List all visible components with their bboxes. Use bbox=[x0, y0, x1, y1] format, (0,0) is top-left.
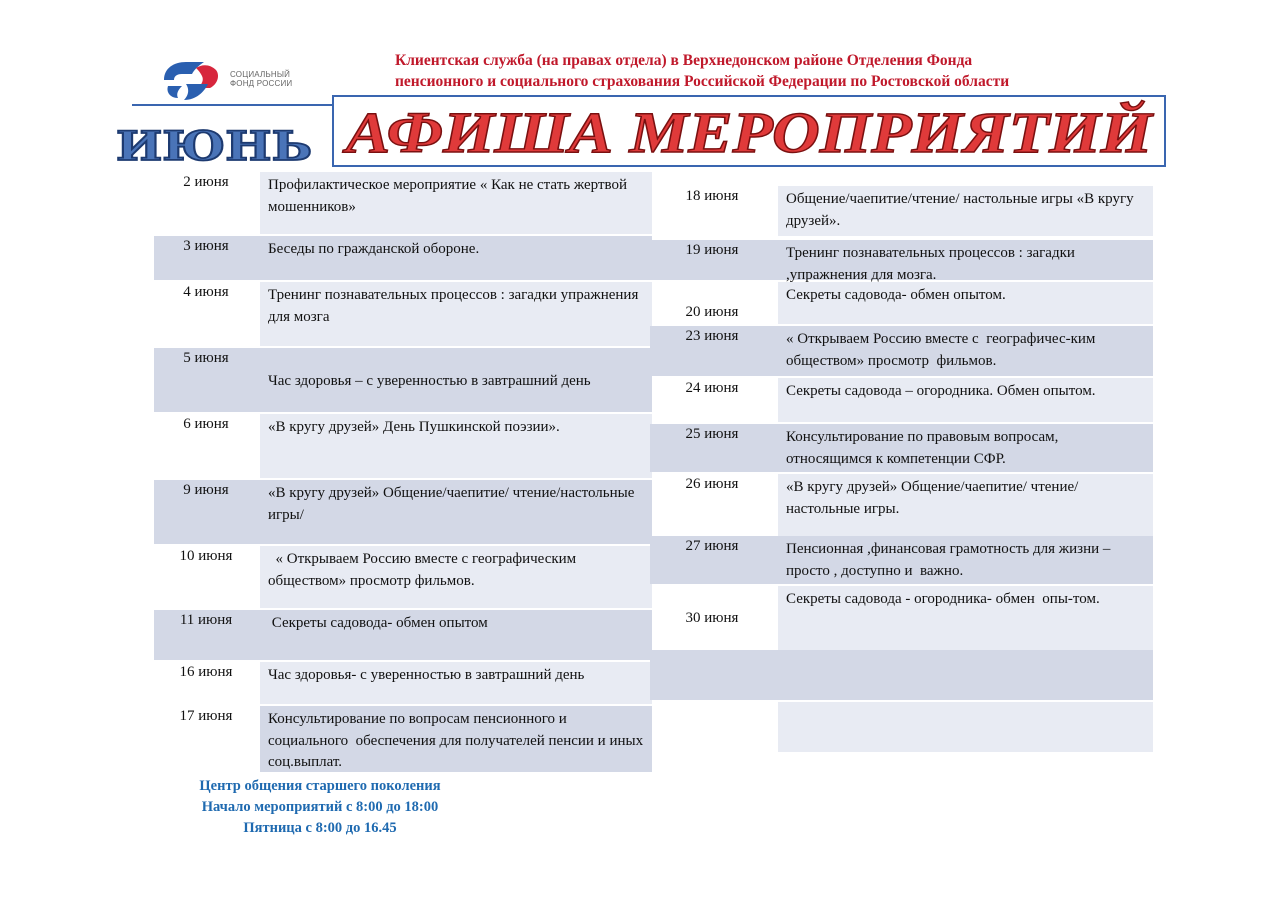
logo-line1: СОЦИАЛЬНЫЙ bbox=[230, 70, 291, 79]
table-row bbox=[154, 662, 652, 704]
event-description: Секреты садовода - огородника- обмен опы-том. bbox=[778, 586, 1153, 650]
organization-title bbox=[395, 50, 1155, 92]
event-description: Профилактическое мероприятие « Как не стать жертвой мошенников» bbox=[260, 172, 652, 234]
month-graphic bbox=[112, 122, 316, 168]
event-date: 17 июня bbox=[179, 708, 233, 724]
event-description: « Открываем Россию вместе с географичес-ким обществом» просмотр фильмов. bbox=[778, 326, 1153, 376]
footer-info bbox=[140, 776, 500, 839]
event-description: «В кругу друзей» День Пушкинской поэзии». bbox=[260, 414, 652, 478]
banner-title-graphic bbox=[334, 97, 1164, 165]
event-description: Тренинг познавательных процессов : загадки упражнения для мозга bbox=[260, 282, 652, 346]
table-row bbox=[650, 424, 1153, 472]
event-description: Секреты садовода- обмен опытом. bbox=[778, 282, 1153, 324]
event-description: Пенсионная ,финансовая грамотность для жизни – просто , доступно и важно. bbox=[778, 536, 1153, 584]
event-description bbox=[778, 702, 1153, 752]
event-date: 25 июня bbox=[685, 426, 739, 442]
table-row bbox=[154, 236, 652, 280]
event-date: 18 июня bbox=[685, 188, 739, 204]
event-date: 20 июня bbox=[685, 304, 739, 320]
event-description: Секреты садовода- обмен опытом bbox=[260, 610, 652, 660]
event-description: Консультирование по правовым вопросам, относящимся к компетенции СФР. bbox=[778, 424, 1153, 472]
event-date: 5 июня bbox=[183, 350, 229, 366]
table-row bbox=[154, 348, 652, 412]
event-description: Тренинг познавательных процессов : загадки ,упражнения для мозга. bbox=[778, 240, 1153, 280]
table-row bbox=[154, 414, 652, 478]
table-row bbox=[154, 706, 652, 772]
table-row bbox=[650, 186, 1153, 236]
event-description: Консультирование по вопросам пенсионного и социального обеспечения для получателей пенсии и иных соц.выплат. bbox=[260, 706, 652, 772]
table-row bbox=[650, 240, 1153, 283]
table-row bbox=[154, 282, 652, 346]
table-row bbox=[650, 326, 1153, 376]
footer-hours: Начало мероприятий с 8:00 до 18:00 bbox=[201, 799, 439, 815]
logo-line2: ФОНД РОССИИ bbox=[230, 79, 293, 88]
sfr-logo-icon bbox=[158, 58, 222, 104]
date-cell-background bbox=[650, 650, 778, 700]
event-date: 24 июня bbox=[685, 380, 739, 396]
event-description: «В кругу друзей» Общение/чаепитие/ чтение/ настольные игры. bbox=[778, 474, 1153, 536]
event-description: «В кругу друзей» Общение/чаепитие/ чтение/настольные игры/ bbox=[260, 480, 652, 544]
event-date: 6 июня bbox=[183, 416, 229, 432]
event-description bbox=[778, 650, 1153, 700]
event-date: 26 июня bbox=[685, 476, 739, 492]
event-description: Беседы по гражданской обороне. bbox=[260, 236, 652, 280]
table-row bbox=[154, 610, 652, 660]
table-row bbox=[154, 172, 652, 234]
footer-friday-hours: Пятница с 8:00 до 16.45 bbox=[243, 820, 397, 836]
table-row bbox=[154, 546, 652, 608]
right-schedule-table bbox=[650, 186, 1153, 752]
table-row bbox=[650, 586, 1153, 650]
event-date: 19 июня bbox=[685, 242, 739, 258]
event-date: 23 июня bbox=[685, 328, 739, 344]
table-row bbox=[650, 650, 1153, 700]
event-description: Общение/чаепитие/чтение/ настольные игры «В кругу друзей». bbox=[778, 186, 1153, 236]
event-date: 4 июня bbox=[183, 284, 229, 300]
table-row bbox=[650, 282, 1153, 324]
event-description: « Открываем Россию вместе с географическим обществом» просмотр фильмов. bbox=[260, 546, 652, 608]
event-date: 2 июня bbox=[183, 174, 229, 190]
banner-frame bbox=[332, 95, 1166, 167]
table-row bbox=[650, 702, 1153, 752]
event-description: Секреты садовода – огородника. Обмен опытом. bbox=[778, 378, 1153, 422]
event-description: Час здоровья- с уверенностью в завтрашний день bbox=[260, 662, 652, 704]
banner-title: АФИША МЕРОПРИЯТИЙ bbox=[341, 100, 1155, 165]
event-date: 9 июня bbox=[183, 482, 229, 498]
event-description: Час здоровья – с уверенностью в завтрашний день bbox=[260, 348, 652, 412]
header-divider bbox=[132, 104, 332, 106]
table-row bbox=[650, 474, 1153, 536]
event-date: 11 июня bbox=[179, 612, 233, 628]
table-row bbox=[650, 378, 1153, 422]
event-date: 10 июня bbox=[179, 548, 233, 564]
event-date: 3 июня bbox=[183, 238, 229, 254]
table-row bbox=[154, 480, 652, 544]
event-date: 27 июня bbox=[685, 538, 739, 554]
sfr-logo bbox=[158, 58, 318, 104]
org-title-line2: пенсионного и социального страхования Российской Федерации по Ростовской области bbox=[395, 73, 1010, 90]
table-row bbox=[650, 536, 1153, 584]
left-schedule-table bbox=[154, 172, 652, 772]
event-date: 16 июня bbox=[179, 664, 233, 680]
month-title: ИЮНЬ bbox=[116, 123, 312, 168]
footer-center-name: Центр общения старшего поколения bbox=[199, 778, 441, 794]
event-date: 30 июня bbox=[685, 610, 739, 626]
org-title-line1: Клиентская служба (на правах отдела) в Верхнедонском районе Отделения Фонда bbox=[395, 52, 973, 69]
